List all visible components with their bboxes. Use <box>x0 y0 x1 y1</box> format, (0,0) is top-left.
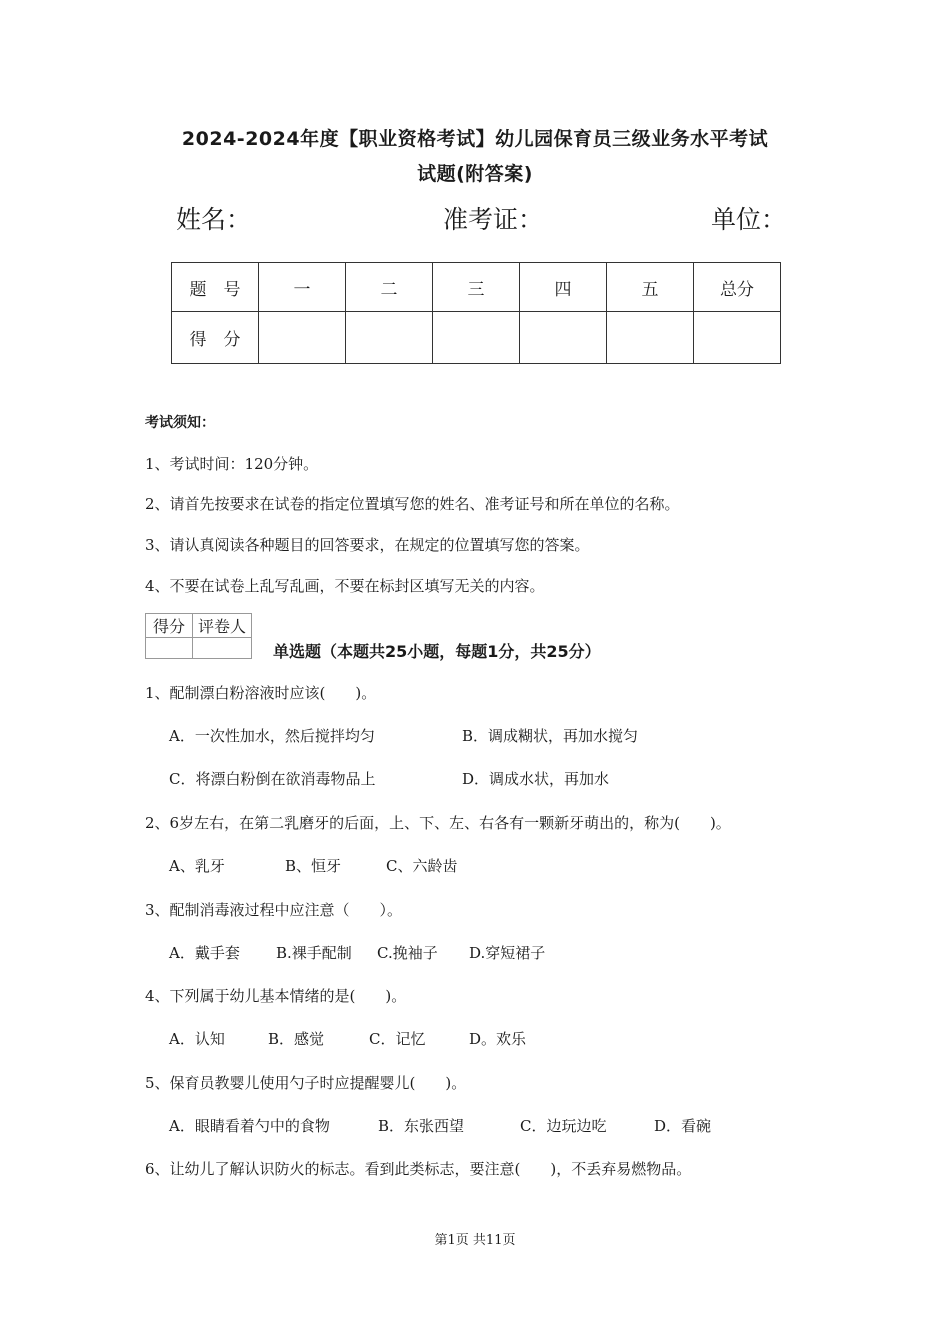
question-option: C．边玩边吃 <box>520 1117 607 1135</box>
notice-heading: 考试须知： <box>145 415 215 431</box>
question-option: D。欢乐 <box>469 1030 527 1048</box>
score-cell-4[interactable] <box>520 312 607 364</box>
question-option: A．认知 <box>169 1030 225 1048</box>
question-option: A、乳牙 <box>169 857 225 875</box>
grader-score-label: 得分 <box>146 614 193 638</box>
score-table-col-3: 三 <box>433 263 520 312</box>
notice-item: 3、请认真阅读各种题目的回答要求，在规定的位置填写您的答案。 <box>145 536 590 554</box>
score-table-col-1: 一 <box>259 263 346 312</box>
question-stem: 3、配制消毒液过程中应注意（ ）。 <box>145 901 403 919</box>
score-cell-total[interactable] <box>694 312 781 364</box>
question-option: A．一次性加水，然后搅拌均匀 <box>169 727 375 745</box>
question-option: B.裸手配制 <box>276 944 352 962</box>
grader-score-cell[interactable] <box>146 638 193 659</box>
score-table-header-label: 题 号 <box>172 263 259 312</box>
score-table-col-2: 二 <box>346 263 433 312</box>
grader-box <box>145 613 252 659</box>
question-option: B．调成糊状，再加水搅匀 <box>462 727 639 745</box>
question-option: D．看碗 <box>654 1117 712 1135</box>
exam-id-label: 准考证： <box>443 205 544 234</box>
notice-item: 1、考试时间：120分钟。 <box>145 455 319 473</box>
question-option: D.穿短裙子 <box>469 944 546 962</box>
question-option: C．将漂白粉倒在欲消毒物品上 <box>169 770 376 788</box>
score-table-col-4: 四 <box>520 263 607 312</box>
score-cell-3[interactable] <box>433 312 520 364</box>
grader-reviewer-label: 评卷人 <box>193 614 252 638</box>
exam-title-line2: 试题(附答案) <box>417 163 533 185</box>
question-stem: 1、配制漂白粉溶液时应该( )。 <box>145 684 377 702</box>
score-table <box>171 262 781 364</box>
question-stem: 4、下列属于幼儿基本情绪的是( )。 <box>145 987 407 1005</box>
score-table-score-label: 得 分 <box>172 312 259 364</box>
question-option: B．东张西望 <box>378 1117 465 1135</box>
question-stem: 5、保育员教婴儿使用勺子时应提醒婴儿( )。 <box>145 1074 467 1092</box>
unit-label: 单位： <box>711 205 787 234</box>
question-option: B．感觉 <box>268 1030 325 1048</box>
score-cell-5[interactable] <box>607 312 694 364</box>
question-option: B、恒牙 <box>285 857 342 875</box>
exam-title-line1: 2024-2024年度【职业资格考试】幼儿园保育员三级业务水平考试 <box>181 128 769 150</box>
question-option: C、六龄齿 <box>386 857 458 875</box>
question-option: A．眼睛看着勺中的食物 <box>169 1117 330 1135</box>
score-table-col-total: 总分 <box>694 263 781 312</box>
question-stem: 2、6岁左右，在第二乳磨牙的后面，上、下、左、右各有一颗新牙萌出的，称为( )。 <box>145 814 731 832</box>
score-table-col-5: 五 <box>607 263 694 312</box>
page-footer: 第1页 共11页 <box>434 1233 516 1248</box>
question-option: A．戴手套 <box>169 944 240 962</box>
score-cell-1[interactable] <box>259 312 346 364</box>
question-stem: 6、让幼儿了解认识防火的标志。看到此类标志，要注意( )，不丢弃易燃物品。 <box>145 1160 692 1178</box>
notice-item: 2、请首先按要求在试卷的指定位置填写您的姓名、准考证号和所在单位的名称。 <box>145 495 680 513</box>
question-option: D．调成水状，再加水 <box>462 770 610 788</box>
notice-item: 4、不要在试卷上乱写乱画，不要在标封区填写无关的内容。 <box>145 577 545 595</box>
grader-reviewer-cell[interactable] <box>193 638 252 659</box>
question-option: C.挽袖子 <box>377 944 438 962</box>
name-label: 姓名： <box>176 205 252 234</box>
section-title: 单选题（本题共25小题，每题1分，共25分） <box>273 642 601 661</box>
score-cell-2[interactable] <box>346 312 433 364</box>
question-option: C．记忆 <box>369 1030 426 1048</box>
